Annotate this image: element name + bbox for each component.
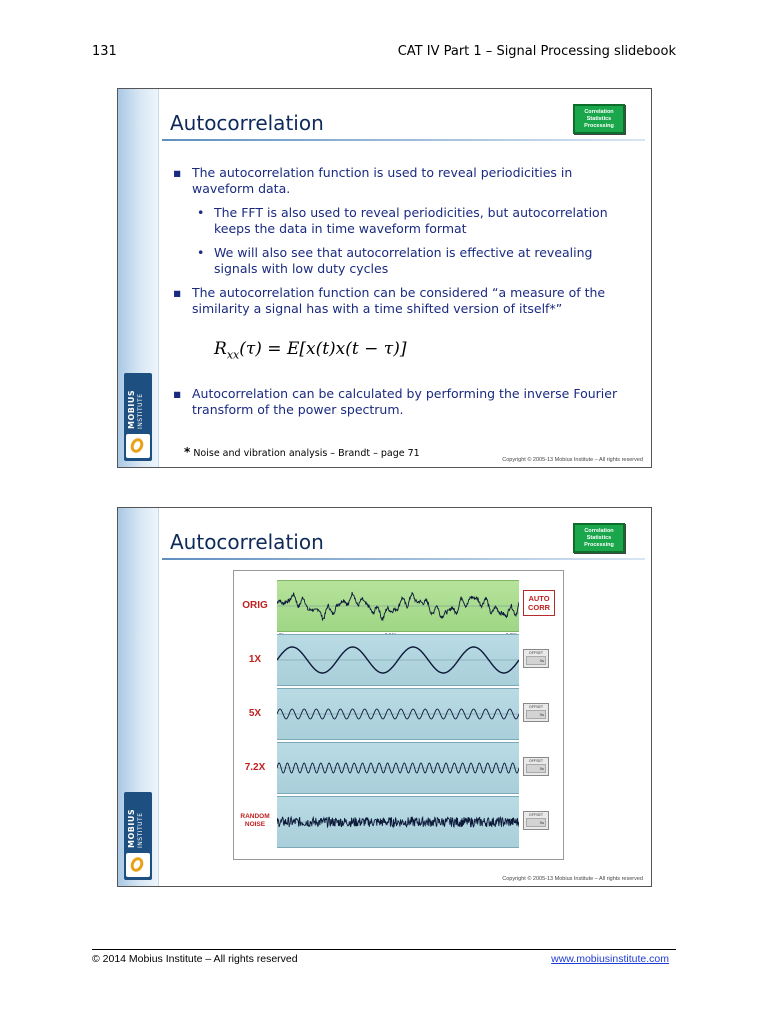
website-link[interactable]: www.mobiusinstitute.com <box>551 953 669 965</box>
bullet-item: ▪ The autocorrelation function can be considered “a measure of the similarity a signal has with a time shifted version of itself*” <box>173 285 633 317</box>
topic-badge <box>573 104 625 134</box>
footer-copyright: © 2014 Mobius Institute – All rights reserved <box>92 953 298 965</box>
badge-line: Correlation <box>584 108 614 115</box>
offset-label: OFFSET <box>528 651 544 655</box>
offset-value-field[interactable]: 0s <box>526 656 546 665</box>
trace-band <box>277 796 519 848</box>
waveform-trace <box>277 797 519 847</box>
slide-title: Autocorrelation <box>170 111 324 135</box>
mobius-logo <box>124 373 152 461</box>
topic-badge <box>573 523 625 553</box>
offset-label: OFFSET <box>528 759 544 763</box>
offset-control[interactable] <box>523 649 549 668</box>
bullet-list <box>173 165 633 325</box>
offset-control[interactable] <box>523 811 549 830</box>
logo-name: MOBIUS <box>127 389 136 429</box>
trace-label: 1X <box>248 654 262 665</box>
mobius-emblem-icon <box>126 434 150 458</box>
logo-subname: INSTITUTE <box>137 393 144 429</box>
sub-bullet-item: • We will also see that autocorrelation is effective at revealing signals with low duty cycles <box>173 245 633 277</box>
trace-band <box>277 688 519 740</box>
trace-label: RANDOM NOISE <box>240 813 270 828</box>
offset-label: OFFSET <box>528 813 544 817</box>
slide-title: Autocorrelation <box>170 530 324 554</box>
offset-control[interactable] <box>523 703 549 722</box>
footer-divider <box>92 949 676 950</box>
waveform-panel <box>233 570 564 860</box>
trace-band <box>277 634 519 686</box>
badge-line: Processing <box>584 122 614 129</box>
bullet-item: ▪ The autocorrelation function is used to reveal periodicities in waveform data. <box>173 165 633 197</box>
badge-line: Correlation <box>584 527 614 534</box>
title-divider <box>162 558 645 560</box>
offset-control[interactable] <box>523 757 549 776</box>
trace-label: ORIG <box>242 600 268 611</box>
title-divider <box>162 139 645 141</box>
trace-label: 7.2X <box>244 762 266 773</box>
waveform-line <box>277 817 519 827</box>
offset-value-field[interactable]: 0s <box>526 710 546 719</box>
waveform-trace <box>277 689 519 739</box>
footnote-text: Noise and vibration analysis – Brandt – page 71 <box>193 448 420 459</box>
autocorr-label: AUTO <box>528 594 550 603</box>
page-number: 131 <box>92 44 117 59</box>
waveform-trace <box>277 743 519 793</box>
logo-name: MOBIUS <box>127 808 136 848</box>
mobius-logo <box>124 792 152 880</box>
book-title: CAT IV Part 1 – Signal Processing slidebook <box>397 44 676 59</box>
trace-band <box>277 742 519 794</box>
badge-line: Processing <box>584 541 614 548</box>
footnote <box>184 445 420 459</box>
badge-line: Statistics <box>586 534 612 541</box>
waveform-trace <box>277 635 519 685</box>
offset-label: OFFSET <box>528 705 544 709</box>
offset-value-field[interactable]: 0s <box>526 764 546 773</box>
autocorr-button[interactable] <box>523 590 555 616</box>
slide-copyright: Copyright © 2005-13 Mobius Institute – All rights reserved <box>502 457 643 463</box>
waveform-trace <box>277 581 519 631</box>
mobius-emblem-icon <box>126 853 150 877</box>
trace-label: 5X <box>248 708 262 719</box>
offset-value-field[interactable]: 0s <box>526 818 546 827</box>
bullet-item: ▪ Autocorrelation can be calculated by performing the inverse Fourier transform of the power spectrum. <box>173 386 633 418</box>
slide-copyright: Copyright © 2005-13 Mobius Institute – All rights reserved <box>502 876 643 882</box>
slide-autocorrelation-text <box>117 88 652 468</box>
trace-band <box>277 580 519 632</box>
slide-sidebar <box>118 89 159 467</box>
footnote-star: * <box>184 445 191 459</box>
logo-subname: INSTITUTE <box>137 812 144 848</box>
slide-autocorrelation-traces <box>117 507 652 887</box>
autocorrelation-formula: $R_{xx}(\tau) = E[x(t)x(t - \tau)]$ <box>214 339 407 362</box>
bullet-list-bottom <box>173 386 633 426</box>
waveform-line <box>277 709 519 719</box>
sub-bullet-item: • The FFT is also used to reveal periodicities, but autocorrelation keeps the data in time waveform format <box>173 205 633 237</box>
autocorr-label: CORR <box>527 603 551 612</box>
slide-sidebar <box>118 508 159 886</box>
badge-line: Statistics <box>586 115 612 122</box>
